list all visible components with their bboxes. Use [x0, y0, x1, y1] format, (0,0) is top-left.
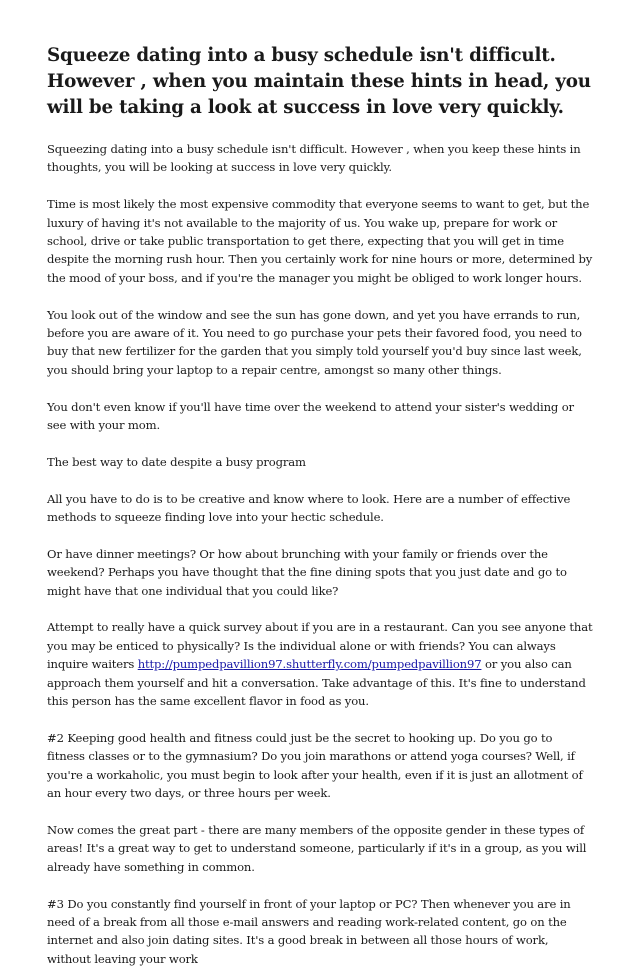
paragraph-window: You look out of the window and see the sun has gone down, and yet you have errands to run, before you are aware of it. You need to go purchase your pets their favored food, you need to buy that new fertilizer for the garden that you simply told yourself you'd buy since last week, you should bring your laptop to a repair centre, amongst so many other things.	[47, 306, 593, 380]
paragraph-best-way: The best way to date despite a busy program	[47, 453, 593, 471]
paragraph-great-part: Now comes the great part - there are many members of the opposite gender in these types of areas! It's a great way to get to understand someone, particularly if it's in a group, as you will already have something in common.	[47, 821, 593, 876]
paragraph-dinner: Or have dinner meetings? Or how about brunching with your family or friends over the weekend? Perhaps you have thought that the fine dining spots that you just date and go to might have that one individual that you could like?	[47, 545, 593, 600]
paragraph-intro: Squeezing dating into a busy schedule isn't difficult. However , when you keep these hints in thoughts, you will be looking at success in love very quickly.	[47, 140, 593, 177]
paragraph-survey	[47, 618, 593, 710]
survey-text-before: Attempt to really have a quick survey about if you are in a restaurant. Can you see anyone that you may be enticed to physically? Is the individual alone or with friends? You can always inquire waiters	[47, 620, 593, 671]
paragraph-laptop: #3 Do you constantly find yourself in front of your laptop or PC? Then whenever you are in need of a break from all those e-mail answers and reading work-related content, go on the internet and also join dating sites. It's a good break in between all those hours of work, without leaving your work	[47, 895, 593, 968]
paragraph-time: Time is most likely the most expensive commodity that everyone seems to want to get, but the luxury of having it's not available to the majority of us. You wake up, prepare for work or school, drive or take public transportation to get there, expecting that you will get in time despite the morning rush hour. Then you certainly work for nine hours or more, determined by the mood of your boss, and if you're the manager you might be obliged to work longer hours.	[47, 195, 593, 287]
paragraph-fitness: #2 Keeping good health and fitness could just be the secret to hooking up. Do you go to fitness classes or to the gymnasium? Do you join marathons or attend yoga courses? Well, if you're a workaholic, you must begin to look after your health, even if it is just an allotment of an hour every two days, or three hours per week.	[47, 729, 593, 803]
survey-text-after: or you also can approach them yourself and hit a conversation. Take advantage of this. It's fine to understand this person has the same excellent flavor in food as you.	[47, 657, 586, 708]
paragraph-weekend: You don't even know if you'll have time over the weekend to attend your sister's wedding or see with your mom.	[47, 398, 593, 435]
paragraph-creative: All you have to do is to be creative and know where to look. Here are a number of effective methods to squeeze finding love into your hectic schedule.	[47, 490, 593, 527]
document-title: Squeeze dating into a busy schedule isn't difficult. However , when you maintain these hints in head, you will be taking a look at success in love very quickly.	[47, 43, 593, 121]
pumpedpavillion-link[interactable]: http://pumpedpavillion97.shutterfly.com/pumpedpavillion97	[138, 657, 482, 671]
